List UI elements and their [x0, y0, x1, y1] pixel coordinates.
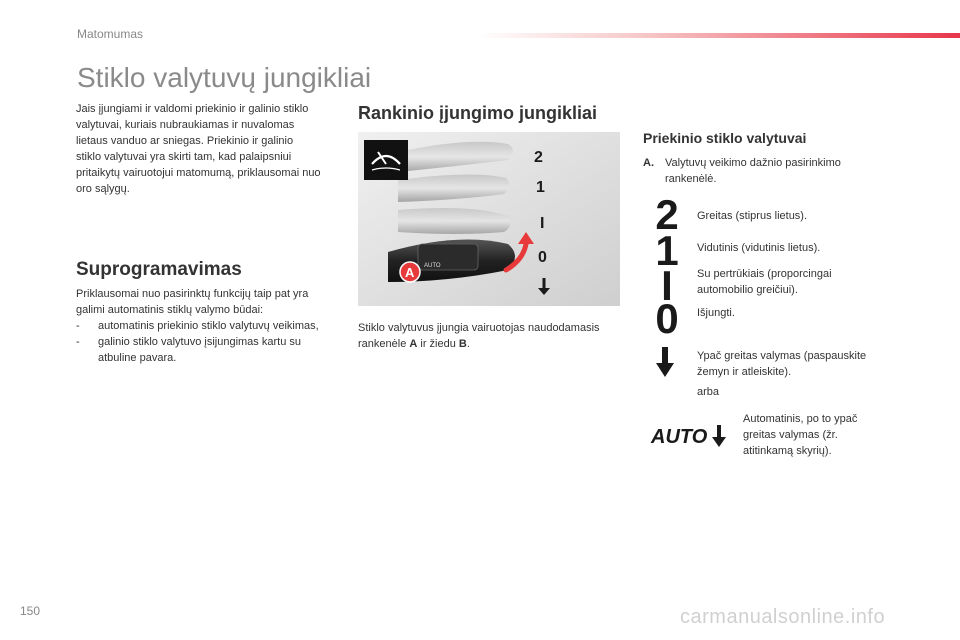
mode-symbol-i: I [661, 262, 673, 309]
photo-label-2: 2 [534, 149, 543, 166]
manual-switches-heading: Rankinio įjungimo jungikliai [358, 103, 598, 123]
page-title: Stiklo valytuvų jungikliai [77, 62, 372, 93]
mode-symbol-2: 2 [655, 191, 679, 238]
mode-desc-2: Greitas (stiprus lietus). [697, 210, 808, 222]
photo-label-1: 1 [536, 179, 545, 196]
caption-text: Stiklo valytuvus įjungia vairuotojas naudodamasis rankenėle [358, 322, 600, 350]
auto-arrow-down-icon [712, 425, 726, 447]
item-a [643, 155, 883, 187]
page-number: 150 [20, 604, 41, 618]
photo-label-i: I [540, 215, 545, 232]
list-dash: - [76, 320, 80, 332]
photo-caption [358, 320, 618, 352]
mode-desc-down: Ypač greitas valymas (paspauskite žemyn ir atleiskite). [697, 350, 867, 378]
section-label: Matomumas [77, 27, 144, 41]
caption-ref-a: A [409, 338, 418, 350]
mode-symbol-1: 1 [655, 227, 679, 274]
list-item [76, 318, 331, 334]
auto-symbol: AUTO [651, 426, 708, 448]
intro-paragraph: Jais įjungiami ir valdomi priekinio ir galinio stiklo valytuvai, kuriais nubraukiamas ir nuvalomas lietaus vanduo ar sniegas. Priekinio ir galinio stiklo valytuvai yra skirti tam, kad palaipsniui pritaikytų vairuotojui matomumą, priklausomai nuo oro sąlygų. [76, 103, 321, 195]
mode-desc-0: Išjungti. [697, 307, 735, 319]
item-a-tag: A. [643, 157, 654, 169]
photo-label-0: 0 [538, 249, 547, 266]
header-accent-bar [478, 33, 960, 38]
stalk-auto-text: AUTO [424, 263, 441, 269]
front-wipers-heading: Priekinio stiklo valytuvai [643, 130, 807, 146]
list-item-text: galinio stiklo valytuvo įsijungimas kartu su atbuline pavara. [98, 336, 301, 364]
suprogramavimas-body [76, 286, 331, 366]
caption-text-mid: ir žiedu [417, 338, 459, 350]
mode-desc-1: Vidutinis (vidutinis lietus). [697, 242, 821, 254]
item-a-text: Valytuvų veikimo dažnio pasirinkimo rankenėlė. [665, 157, 841, 185]
wiper-stalk-illustration [358, 132, 620, 306]
mode-symbol-0: 0 [655, 295, 679, 342]
watermark: carmanualsonline.info [680, 606, 886, 628]
caption-ref-b: B [458, 338, 467, 350]
auto-desc: Automatinis, po to ypač greitas valymas (žr. atitinkamą skyrių). [743, 413, 858, 457]
suprogramavimas-text: Priklausomai nuo pasirinktų funkcijų taip pat yra galimi automatinis stiklų valymo būdai: [76, 288, 309, 316]
caption-end: . [466, 338, 470, 350]
list-item-text: automatinis priekinio stiklo valytuvų veikimas, [98, 320, 319, 332]
or-text: arba [697, 386, 720, 398]
arrow-down-icon [656, 347, 674, 377]
list-item [76, 334, 331, 366]
list-dash: - [76, 336, 80, 348]
mode-desc-i: Su pertrūkiais (proporcingai automobilio greičiui). [697, 268, 832, 296]
callout-a: A [405, 265, 415, 280]
suprogramavimas-heading: Suprogramavimas [76, 259, 242, 280]
wiper-stalk-photo [358, 132, 620, 306]
